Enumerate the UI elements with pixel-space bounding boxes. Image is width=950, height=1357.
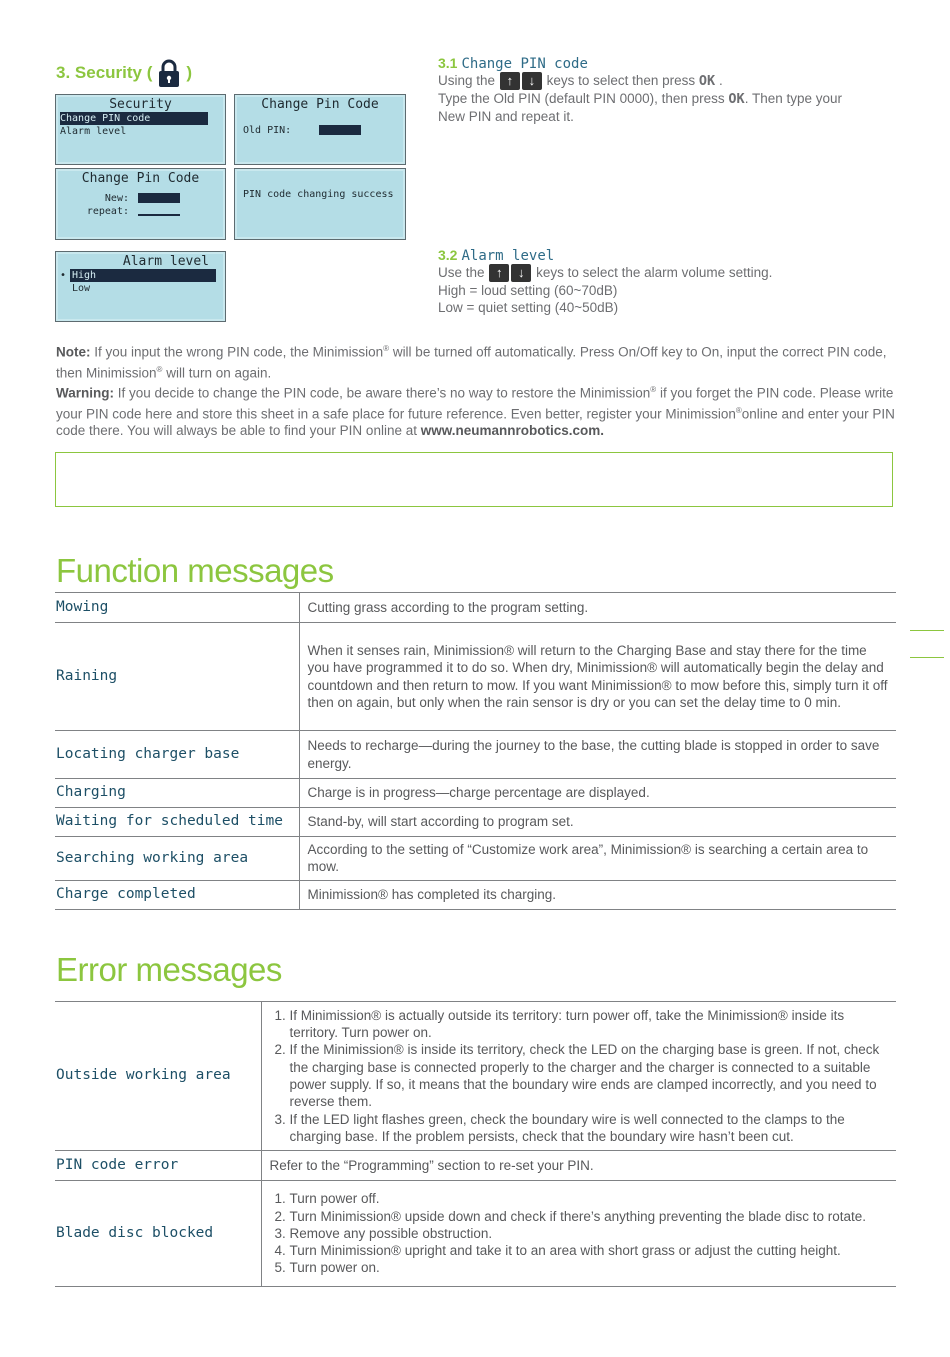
pin-write-box: [55, 452, 893, 507]
lcd-old-pin-field: [319, 125, 361, 135]
list-item: 5. Turn power on.: [290, 1259, 889, 1276]
table-row: [55, 731, 896, 779]
registered-mark: ®: [156, 364, 163, 374]
lcd-header: Change Pin Code: [81, 171, 200, 186]
text: keys to select then press: [546, 73, 696, 88]
text: Type the Old PIN (default PIN 0000), then press: [438, 91, 725, 107]
registered-mark: ®: [650, 385, 657, 394]
text: online and enter your PIN code there. You will always be able to find your PIN online at: [56, 406, 895, 438]
function-messages-table: [55, 592, 896, 910]
error-messages-table: [55, 1001, 896, 1287]
list-item: 1. If Minimission® is actually outside its territory: turn power off, take the Minimission® inside its territory. Turn power on.: [290, 1007, 889, 1042]
list-item: 2. Turn Minimission® upside down and check if there’s anything preventing the blade disc to rotate.: [290, 1208, 889, 1225]
lcd-repeat-label: repeat:: [86, 206, 129, 217]
lcd-alarm-high: High: [70, 269, 216, 282]
text: will turn on again.: [162, 365, 272, 380]
section-3-2: [438, 247, 908, 316]
text: .: [718, 73, 723, 88]
error-key: PIN code error: [55, 1151, 261, 1181]
ok-key-label: OK: [698, 73, 716, 89]
subsection-title: Change PIN code: [461, 56, 588, 72]
lcd-old-pin-label: Old PIN:: [243, 125, 292, 136]
section-title: [56, 58, 192, 88]
text: Using the: [438, 73, 496, 88]
error-key: Outside working area: [55, 1002, 261, 1151]
lcd-change-pin-old: [234, 94, 406, 165]
subsection-number: 3.2: [438, 247, 458, 263]
ok-key-label: OK: [728, 91, 745, 108]
table-row: [55, 623, 896, 731]
side-rule: [910, 630, 944, 631]
list-item: 3. If the LED light flashes green, check the boundary wire is well connected to the clamps to the charging base. If the problem persists, check that the boundary wire hasn’t been cut.: [290, 1111, 889, 1146]
error-steps: [270, 1190, 889, 1276]
subsection-heading: [438, 55, 908, 72]
registered-mark: ®: [735, 405, 742, 415]
text: keys to select the alarm volume setting.: [536, 265, 773, 280]
list-item: 1. Turn power off.: [290, 1190, 889, 1207]
message-value: Needs to recharge—during the journey to the base, the cutting blade is stopped in order to save energy.: [299, 731, 896, 779]
arrow-down-icon: ↓: [522, 72, 542, 90]
message-key: Raining: [55, 623, 299, 731]
message-value: According to the setting of “Customize work area”, Minimission® is searching a certain area to mow.: [299, 837, 896, 881]
arrow-down-icon: ↓: [511, 264, 531, 282]
subsection-number: 3.1: [438, 55, 458, 71]
message-value: When it senses rain, Minimission® will return to the Charging Base and stay there for the time you have programmed it to do so. When dry, Minimission® will automatically begin the delay and countdown and then return to mow. If you want Minimission® to mow before this, simply turn it off then on again, but only when the rain sensor is dry or you can set the delay time to 0 min.: [299, 623, 896, 731]
s32-line1: [438, 264, 908, 282]
lcd-header: Alarm level: [122, 254, 209, 269]
s31-line1: [438, 72, 908, 90]
lcd-new-field: [138, 193, 180, 203]
lcd-menu-item-alarm-level: Alarm level: [60, 126, 127, 137]
table-row: [55, 593, 896, 623]
notes-block: [56, 340, 896, 439]
message-key: Locating charger base: [55, 731, 299, 779]
lcd-change-pin-new: [55, 168, 226, 240]
error-messages-title: Error messages: [56, 951, 282, 988]
message-key: Waiting for scheduled time: [55, 808, 299, 837]
table-row: [55, 779, 896, 808]
section-title-text: 3. Security (: [56, 63, 153, 82]
lcd-success-text: PIN code changing success: [243, 189, 394, 200]
table-row: [55, 837, 896, 881]
table-row: [55, 1151, 896, 1181]
error-value: Refer to the “Programming” section to re-set your PIN.: [261, 1151, 896, 1181]
lcd-success: [234, 168, 406, 240]
subsection-heading: [438, 247, 908, 264]
warning-label: Warning:: [56, 385, 114, 401]
lcd-bullet: •: [60, 270, 67, 281]
message-key: Charging: [55, 779, 299, 808]
s31-line3: New PIN and repeat it.: [438, 109, 574, 125]
list-item: 4. Turn Minimission® upright and take it to an area with short grass or adjust the cutting height.: [290, 1242, 889, 1259]
side-rule: [910, 657, 944, 658]
s32-line2: High = loud setting (60~70dB): [438, 283, 618, 299]
lcd-repeat-field: [138, 206, 180, 216]
lcd-header: Security: [109, 97, 172, 112]
registered-mark: ®: [383, 344, 390, 353]
lcd-menu-item-change-pin: Change PIN code: [60, 112, 208, 125]
section-title-close: ): [186, 63, 193, 82]
text: Use the: [438, 265, 485, 280]
subsection-title: Alarm level: [461, 248, 555, 264]
function-messages-title: Function messages: [56, 552, 334, 589]
text: . Then type your: [744, 91, 842, 107]
message-key: Charge completed: [55, 880, 299, 909]
table-row: [55, 880, 896, 909]
list-item: 3. Remove any possible obstruction.: [290, 1225, 889, 1242]
table-row: [55, 1181, 896, 1287]
message-value: Cutting grass according to the program setting.: [299, 593, 896, 623]
lcd-alarm-level: [55, 251, 226, 322]
s32-line3: Low = quiet setting (40~50dB): [438, 300, 619, 316]
table-row: [55, 1002, 896, 1151]
text: If you input the wrong PIN code, the Minimission: [90, 344, 384, 360]
text: will be turned off automatically. Press On/Off key to On, input the correct PIN code, then Minimission: [56, 344, 887, 380]
website-link[interactable]: www.neumannrobotics.com.: [420, 423, 605, 438]
section-3-1: [438, 55, 908, 125]
error-key: Blade disc blocked: [55, 1181, 261, 1287]
note-label: Note:: [56, 344, 91, 360]
note-paragraph: [56, 340, 896, 381]
arrow-up-icon: ↑: [489, 264, 509, 282]
message-key: Searching working area: [55, 837, 299, 881]
message-value: Minimission® has completed its charging.: [299, 880, 896, 909]
lcd-new-label: New:: [104, 193, 129, 204]
lcd-security-menu: [55, 94, 226, 165]
message-value: Stand-by, will start according to program set.: [299, 808, 896, 837]
message-key: Mowing: [55, 593, 299, 623]
error-steps: [270, 1007, 889, 1145]
s31-line2: [438, 90, 908, 108]
padlock-icon: [156, 58, 182, 88]
text: If you decide to change the PIN code, be aware there’s no way to restore the Minimission: [114, 385, 651, 401]
lcd-alarm-low: Low: [72, 283, 91, 294]
lcd-header: Change Pin Code: [261, 97, 379, 112]
warning-paragraph: [56, 381, 896, 439]
message-value: Charge is in progress—charge percentage are displayed.: [299, 779, 896, 808]
arrow-up-icon: ↑: [500, 72, 520, 90]
table-row: [55, 808, 896, 837]
text: if you forget the PIN code. Please write your PIN code here and store this sheet in a safe place for future reference. Even better, register your Minimission: [56, 385, 894, 421]
list-item: 2. If the Minimission® is inside its territory, check the LED on the charging base is green. If not, check the charging base is connected properly to the charger and the charger is connected to a suitable power supply. If so, it means that the boundary wire ends are clamped incorrectly, and you need to reverse them.: [290, 1041, 889, 1110]
